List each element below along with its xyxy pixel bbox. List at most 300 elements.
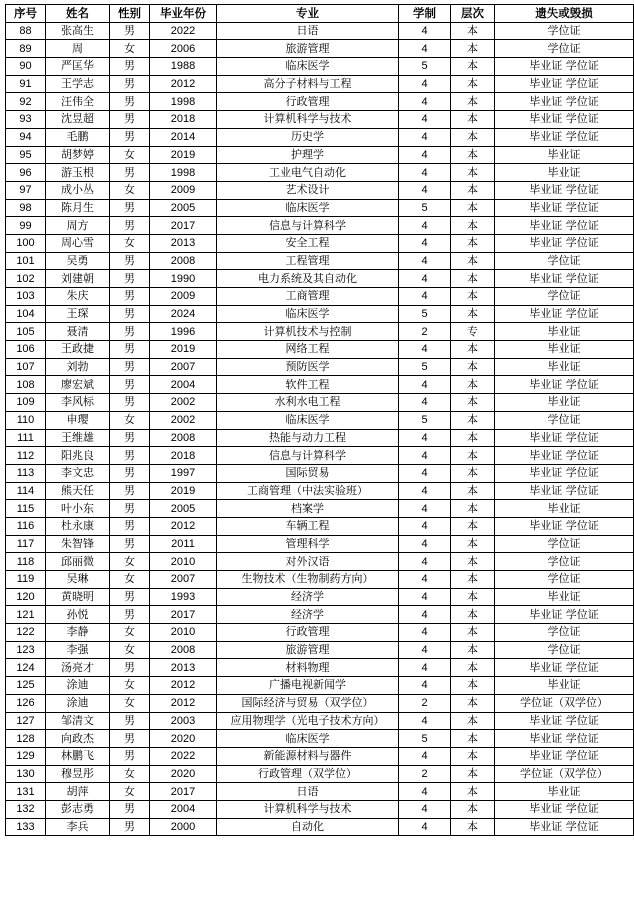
cell-major: 档案学	[217, 500, 399, 518]
cell-lost-item: 毕业证 学位证	[495, 747, 634, 765]
cell-gender: 女	[110, 571, 150, 589]
cell-grad-year: 2006	[150, 40, 217, 58]
cell-major: 计算机技术与控制	[217, 323, 399, 341]
cell-level: 本	[451, 181, 495, 199]
cell-level: 本	[451, 164, 495, 182]
cell-major: 安全工程	[217, 234, 399, 252]
cell-lost-item: 学位证	[495, 641, 634, 659]
table-row	[6, 624, 634, 642]
cell-level: 本	[451, 482, 495, 500]
cell-level: 本	[451, 464, 495, 482]
cell-duration: 4	[399, 606, 451, 624]
cell-lost-item: 学位证	[495, 22, 634, 40]
cell-seq: 92	[6, 93, 46, 111]
cell-lost-item: 毕业证	[495, 500, 634, 518]
cell-seq: 110	[6, 411, 46, 429]
cell-major: 信息与计算科学	[217, 217, 399, 235]
cell-seq: 91	[6, 75, 46, 93]
cell-gender: 女	[110, 553, 150, 571]
cell-lost-item: 毕业证	[495, 341, 634, 359]
cell-duration: 4	[399, 429, 451, 447]
cell-name: 汤亮才	[46, 659, 110, 677]
cell-major: 应用物理学（光电子技术方向）	[217, 712, 399, 730]
cell-gender: 男	[110, 376, 150, 394]
cell-major: 电力系统及其自动化	[217, 270, 399, 288]
cell-gender: 女	[110, 146, 150, 164]
table-row	[6, 234, 634, 252]
cell-grad-year: 1998	[150, 164, 217, 182]
table-row	[6, 288, 634, 306]
cell-gender: 男	[110, 111, 150, 129]
header-row	[6, 5, 634, 23]
cell-gender: 男	[110, 818, 150, 836]
table-row	[6, 22, 634, 40]
table-row	[6, 765, 634, 783]
cell-gender: 男	[110, 606, 150, 624]
cell-major: 临床医学	[217, 58, 399, 76]
table-row	[6, 411, 634, 429]
cell-duration: 4	[399, 535, 451, 553]
cell-major: 工程管理	[217, 252, 399, 270]
cell-level: 本	[451, 234, 495, 252]
cell-name: 涂迪	[46, 694, 110, 712]
table-row	[6, 217, 634, 235]
cell-major: 临床医学	[217, 730, 399, 748]
header-lost-item: 遗失或毁损	[495, 5, 634, 23]
table-row	[6, 553, 634, 571]
cell-duration: 4	[399, 146, 451, 164]
cell-major: 水利水电工程	[217, 394, 399, 412]
cell-seq: 108	[6, 376, 46, 394]
cell-grad-year: 1993	[150, 588, 217, 606]
cell-seq: 96	[6, 164, 46, 182]
cell-gender: 男	[110, 659, 150, 677]
header-seq: 序号	[6, 5, 46, 23]
cell-name: 杜永康	[46, 517, 110, 535]
cell-lost-item: 学位证（双学位）	[495, 765, 634, 783]
cell-name: 李风标	[46, 394, 110, 412]
header-level: 层次	[451, 5, 495, 23]
cell-grad-year: 2020	[150, 765, 217, 783]
cell-name: 成小丛	[46, 181, 110, 199]
cell-major: 历史学	[217, 128, 399, 146]
cell-grad-year: 2017	[150, 606, 217, 624]
cell-grad-year: 2013	[150, 659, 217, 677]
cell-lost-item: 毕业证	[495, 588, 634, 606]
cell-duration: 4	[399, 571, 451, 589]
cell-gender: 男	[110, 394, 150, 412]
cell-gender: 男	[110, 517, 150, 535]
cell-major: 旅游管理	[217, 40, 399, 58]
cell-lost-item: 毕业证 学位证	[495, 181, 634, 199]
cell-lost-item: 毕业证 学位证	[495, 712, 634, 730]
cell-lost-item: 毕业证 学位证	[495, 305, 634, 323]
table-row	[6, 75, 634, 93]
cell-gender: 男	[110, 75, 150, 93]
lost-certificate-table	[5, 4, 634, 836]
table-row	[6, 641, 634, 659]
header-major: 专业	[217, 5, 399, 23]
cell-grad-year: 2003	[150, 712, 217, 730]
cell-duration: 4	[399, 447, 451, 465]
cell-level: 本	[451, 800, 495, 818]
cell-lost-item: 毕业证 学位证	[495, 464, 634, 482]
table-row	[6, 429, 634, 447]
cell-grad-year: 2024	[150, 305, 217, 323]
cell-duration: 4	[399, 181, 451, 199]
cell-major: 网络工程	[217, 341, 399, 359]
cell-lost-item: 学位证	[495, 624, 634, 642]
cell-duration: 4	[399, 376, 451, 394]
header-name: 姓名	[46, 5, 110, 23]
table-row	[6, 712, 634, 730]
cell-lost-item: 毕业证 学位证	[495, 93, 634, 111]
cell-major: 预防医学	[217, 358, 399, 376]
cell-seq: 95	[6, 146, 46, 164]
cell-duration: 4	[399, 553, 451, 571]
cell-seq: 97	[6, 181, 46, 199]
cell-lost-item: 毕业证 学位证	[495, 606, 634, 624]
cell-seq: 98	[6, 199, 46, 217]
cell-name: 周心雪	[46, 234, 110, 252]
cell-level: 本	[451, 783, 495, 801]
cell-duration: 4	[399, 818, 451, 836]
cell-lost-item: 毕业证 学位证	[495, 199, 634, 217]
cell-name: 李文忠	[46, 464, 110, 482]
header-grad-year: 毕业年份	[150, 5, 217, 23]
cell-duration: 2	[399, 694, 451, 712]
cell-grad-year: 2010	[150, 553, 217, 571]
cell-level: 本	[451, 553, 495, 571]
table-row	[6, 128, 634, 146]
cell-level: 本	[451, 93, 495, 111]
cell-level: 本	[451, 747, 495, 765]
cell-level: 本	[451, 606, 495, 624]
table-row	[6, 111, 634, 129]
table-row	[6, 447, 634, 465]
cell-level: 本	[451, 252, 495, 270]
cell-lost-item: 毕业证 学位证	[495, 234, 634, 252]
cell-grad-year: 1998	[150, 93, 217, 111]
cell-level: 本	[451, 40, 495, 58]
cell-level: 本	[451, 677, 495, 695]
cell-gender: 男	[110, 447, 150, 465]
cell-seq: 106	[6, 341, 46, 359]
cell-major: 信息与计算科学	[217, 447, 399, 465]
cell-lost-item: 毕业证 学位证	[495, 217, 634, 235]
cell-gender: 女	[110, 234, 150, 252]
cell-grad-year: 2009	[150, 288, 217, 306]
cell-lost-item: 学位证	[495, 553, 634, 571]
cell-name: 游玉根	[46, 164, 110, 182]
cell-major: 高分子材料与工程	[217, 75, 399, 93]
cell-level: 本	[451, 624, 495, 642]
cell-major: 生物技术（生物制药方向）	[217, 571, 399, 589]
cell-grad-year: 1990	[150, 270, 217, 288]
cell-major: 艺术设计	[217, 181, 399, 199]
cell-seq: 132	[6, 800, 46, 818]
cell-duration: 4	[399, 659, 451, 677]
cell-lost-item: 毕业证	[495, 783, 634, 801]
cell-name: 汪伟全	[46, 93, 110, 111]
cell-name: 林鹏飞	[46, 747, 110, 765]
cell-grad-year: 2012	[150, 677, 217, 695]
cell-gender: 男	[110, 500, 150, 518]
cell-lost-item: 毕业证 学位证	[495, 482, 634, 500]
cell-seq: 128	[6, 730, 46, 748]
cell-name: 吴勇	[46, 252, 110, 270]
cell-name: 朱智锋	[46, 535, 110, 553]
cell-lost-item: 毕业证 学位证	[495, 447, 634, 465]
cell-gender: 男	[110, 305, 150, 323]
cell-gender: 男	[110, 58, 150, 76]
cell-level: 本	[451, 341, 495, 359]
table-row	[6, 482, 634, 500]
cell-grad-year: 2017	[150, 217, 217, 235]
table-row	[6, 464, 634, 482]
cell-major: 计算机科学与技术	[217, 800, 399, 818]
cell-lost-item: 毕业证	[495, 677, 634, 695]
cell-name: 申璎	[46, 411, 110, 429]
table-row	[6, 606, 634, 624]
cell-name: 毛鹏	[46, 128, 110, 146]
cell-name: 刘勃	[46, 358, 110, 376]
cell-duration: 4	[399, 482, 451, 500]
cell-seq: 122	[6, 624, 46, 642]
cell-name: 朱庆	[46, 288, 110, 306]
cell-seq: 121	[6, 606, 46, 624]
cell-lost-item: 毕业证 学位证	[495, 111, 634, 129]
cell-gender: 男	[110, 730, 150, 748]
cell-grad-year: 2005	[150, 500, 217, 518]
cell-grad-year: 2019	[150, 482, 217, 500]
cell-major: 行政管理	[217, 93, 399, 111]
cell-grad-year: 2014	[150, 128, 217, 146]
table-row	[6, 252, 634, 270]
cell-major: 临床医学	[217, 199, 399, 217]
cell-name: 彭志勇	[46, 800, 110, 818]
cell-level: 专	[451, 323, 495, 341]
cell-seq: 102	[6, 270, 46, 288]
cell-level: 本	[451, 58, 495, 76]
table-row	[6, 394, 634, 412]
cell-name: 李静	[46, 624, 110, 642]
cell-lost-item: 毕业证 学位证	[495, 376, 634, 394]
cell-duration: 4	[399, 164, 451, 182]
cell-grad-year: 2004	[150, 376, 217, 394]
cell-name: 刘建朝	[46, 270, 110, 288]
cell-grad-year: 2007	[150, 358, 217, 376]
cell-major: 工业电气自动化	[217, 164, 399, 182]
cell-gender: 男	[110, 800, 150, 818]
table-row	[6, 818, 634, 836]
cell-gender: 男	[110, 199, 150, 217]
cell-name: 王政捷	[46, 341, 110, 359]
table-row	[6, 164, 634, 182]
cell-seq: 115	[6, 500, 46, 518]
cell-name: 张高生	[46, 22, 110, 40]
table-row	[6, 93, 634, 111]
cell-level: 本	[451, 694, 495, 712]
cell-grad-year: 2007	[150, 571, 217, 589]
cell-gender: 男	[110, 323, 150, 341]
cell-grad-year: 2004	[150, 800, 217, 818]
cell-major: 工商管理	[217, 288, 399, 306]
cell-major: 材料物理	[217, 659, 399, 677]
cell-name: 涂迪	[46, 677, 110, 695]
cell-lost-item: 毕业证	[495, 164, 634, 182]
table-body	[6, 22, 634, 836]
cell-major: 自动化	[217, 818, 399, 836]
cell-gender: 男	[110, 288, 150, 306]
cell-duration: 4	[399, 75, 451, 93]
cell-level: 本	[451, 411, 495, 429]
cell-lost-item: 毕业证 学位证	[495, 75, 634, 93]
cell-major: 国际贸易	[217, 464, 399, 482]
cell-major: 经济学	[217, 606, 399, 624]
cell-duration: 4	[399, 464, 451, 482]
cell-major: 管理科学	[217, 535, 399, 553]
cell-name: 周方	[46, 217, 110, 235]
cell-seq: 129	[6, 747, 46, 765]
cell-seq: 109	[6, 394, 46, 412]
cell-duration: 4	[399, 252, 451, 270]
cell-seq: 111	[6, 429, 46, 447]
cell-major: 日语	[217, 22, 399, 40]
cell-duration: 5	[399, 305, 451, 323]
table-row	[6, 341, 634, 359]
cell-name: 黄晓明	[46, 588, 110, 606]
table-row	[6, 146, 634, 164]
cell-gender: 女	[110, 677, 150, 695]
cell-level: 本	[451, 429, 495, 447]
cell-level: 本	[451, 146, 495, 164]
cell-seq: 126	[6, 694, 46, 712]
cell-name: 严匡华	[46, 58, 110, 76]
cell-gender: 女	[110, 694, 150, 712]
cell-lost-item: 学位证	[495, 252, 634, 270]
cell-seq: 114	[6, 482, 46, 500]
cell-name: 陈月生	[46, 199, 110, 217]
cell-level: 本	[451, 447, 495, 465]
cell-seq: 90	[6, 58, 46, 76]
cell-seq: 93	[6, 111, 46, 129]
cell-lost-item: 毕业证	[495, 358, 634, 376]
cell-grad-year: 2012	[150, 517, 217, 535]
cell-name: 叶小东	[46, 500, 110, 518]
cell-duration: 4	[399, 93, 451, 111]
table-row	[6, 40, 634, 58]
cell-major: 计算机科学与技术	[217, 111, 399, 129]
cell-gender: 女	[110, 641, 150, 659]
cell-duration: 4	[399, 500, 451, 518]
cell-level: 本	[451, 22, 495, 40]
cell-lost-item: 毕业证 学位证	[495, 270, 634, 288]
table-row	[6, 677, 634, 695]
cell-lost-item: 学位证	[495, 411, 634, 429]
table-row	[6, 181, 634, 199]
cell-gender: 男	[110, 93, 150, 111]
table-row	[6, 730, 634, 748]
cell-duration: 4	[399, 588, 451, 606]
cell-lost-item: 毕业证	[495, 146, 634, 164]
cell-name: 王琛	[46, 305, 110, 323]
cell-seq: 100	[6, 234, 46, 252]
cell-seq: 119	[6, 571, 46, 589]
cell-seq: 104	[6, 305, 46, 323]
cell-duration: 4	[399, 800, 451, 818]
cell-seq: 105	[6, 323, 46, 341]
cell-name: 胡梦婷	[46, 146, 110, 164]
cell-lost-item: 毕业证 学位证	[495, 429, 634, 447]
cell-lost-item: 毕业证 学位证	[495, 517, 634, 535]
cell-name: 穆昱彤	[46, 765, 110, 783]
cell-grad-year: 2002	[150, 394, 217, 412]
cell-lost-item: 毕业证 学位证	[495, 818, 634, 836]
cell-level: 本	[451, 500, 495, 518]
cell-grad-year: 2011	[150, 535, 217, 553]
cell-grad-year: 2008	[150, 252, 217, 270]
cell-lost-item: 毕业证 学位证	[495, 58, 634, 76]
cell-gender: 男	[110, 164, 150, 182]
cell-major: 国际经济与贸易（双学位）	[217, 694, 399, 712]
header-gender: 性别	[110, 5, 150, 23]
cell-major: 旅游管理	[217, 641, 399, 659]
cell-seq: 118	[6, 553, 46, 571]
cell-lost-item: 毕业证 学位证	[495, 128, 634, 146]
table-row	[6, 517, 634, 535]
cell-name: 邹清文	[46, 712, 110, 730]
cell-seq: 127	[6, 712, 46, 730]
cell-seq: 113	[6, 464, 46, 482]
cell-duration: 2	[399, 765, 451, 783]
cell-grad-year: 2000	[150, 818, 217, 836]
header-duration: 学制	[399, 5, 451, 23]
cell-grad-year: 2005	[150, 199, 217, 217]
cell-level: 本	[451, 394, 495, 412]
cell-gender: 男	[110, 270, 150, 288]
cell-major: 工商管理（中法实验班）	[217, 482, 399, 500]
cell-lost-item: 毕业证 学位证	[495, 730, 634, 748]
cell-duration: 4	[399, 217, 451, 235]
cell-grad-year: 2008	[150, 641, 217, 659]
cell-level: 本	[451, 376, 495, 394]
cell-grad-year: 1988	[150, 58, 217, 76]
cell-seq: 130	[6, 765, 46, 783]
cell-major: 经济学	[217, 588, 399, 606]
cell-duration: 5	[399, 199, 451, 217]
cell-grad-year: 2019	[150, 341, 217, 359]
cell-grad-year: 2022	[150, 22, 217, 40]
cell-lost-item: 学位证（双学位）	[495, 694, 634, 712]
cell-seq: 117	[6, 535, 46, 553]
cell-major: 车辆工程	[217, 517, 399, 535]
cell-lost-item: 学位证	[495, 40, 634, 58]
cell-name: 周	[46, 40, 110, 58]
cell-gender: 女	[110, 783, 150, 801]
cell-lost-item: 毕业证	[495, 394, 634, 412]
cell-major: 临床医学	[217, 411, 399, 429]
cell-duration: 5	[399, 358, 451, 376]
table-row	[6, 58, 634, 76]
cell-name: 阳兆良	[46, 447, 110, 465]
cell-lost-item: 学位证	[495, 288, 634, 306]
cell-grad-year: 2017	[150, 783, 217, 801]
cell-seq: 103	[6, 288, 46, 306]
cell-duration: 4	[399, 128, 451, 146]
table-row	[6, 588, 634, 606]
cell-grad-year: 2022	[150, 747, 217, 765]
